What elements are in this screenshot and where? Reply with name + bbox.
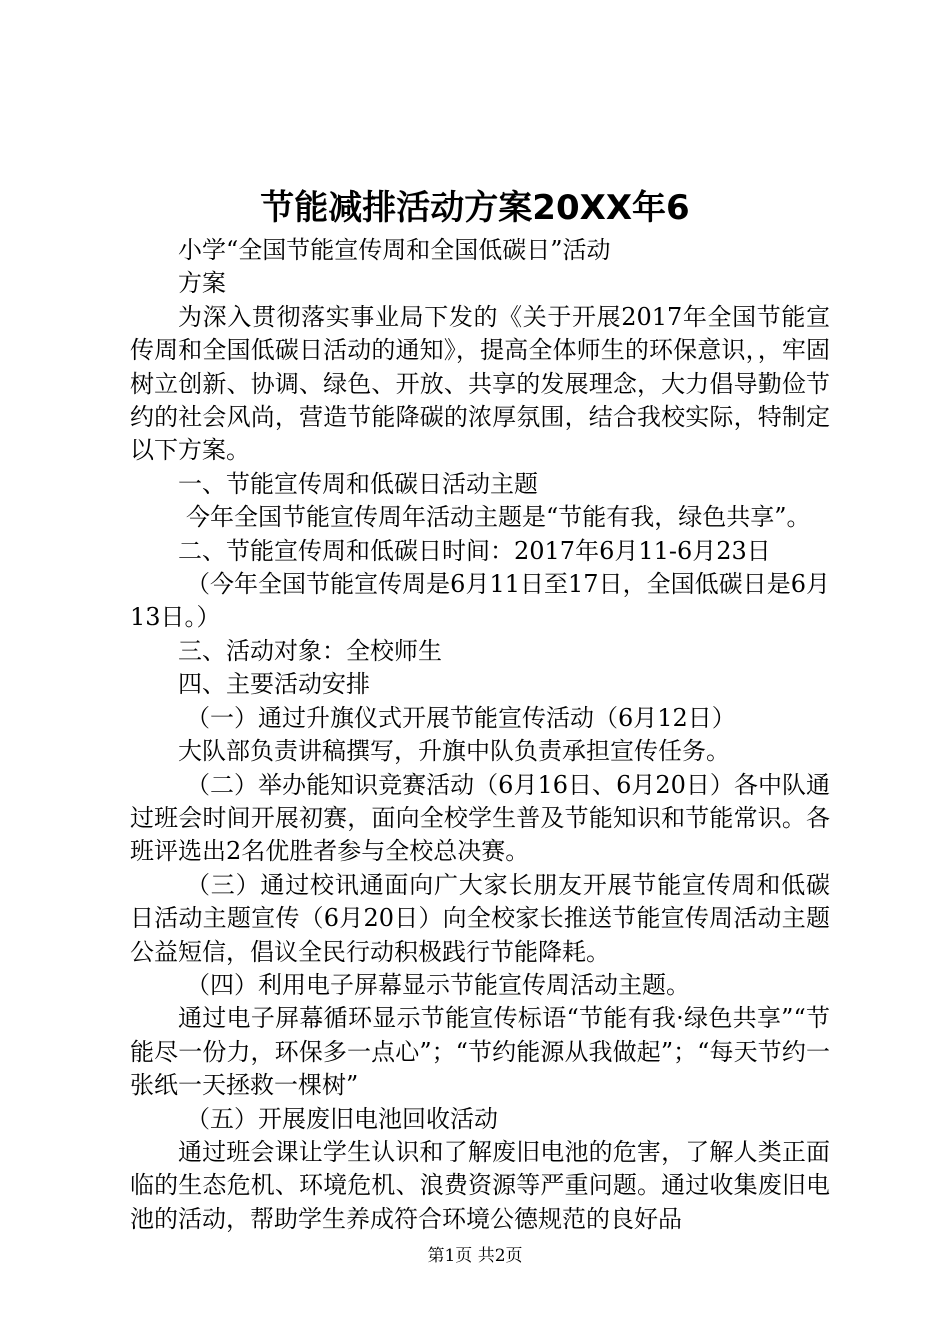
section-heading-1: 一、节能宣传周和低碳日活动主题	[178, 469, 538, 498]
activity-4-paragraph: 通过电子屏幕循环显示节能宣传标语“节能有我·绿色共享”“节能尽一份力，环保多一点心”；“节约能源从我做起”；“每天节约一张纸一天拯救一棵树”	[130, 1004, 830, 1100]
subtitle-line-1: 小学“全国节能宣传周和全国低碳日”活动	[178, 236, 611, 264]
activity-4-heading: （四）利用电子屏幕显示节能宣传周活动主题。	[186, 970, 690, 999]
document-body	[130, 234, 830, 1236]
theme-paragraph: 今年全国节能宣传周年活动主题是“节能有我，绿色共享”。	[186, 503, 811, 532]
activity-1-paragraph: 大队部负责讲稿撰写，升旗中队负责承担宣传任务。	[178, 737, 730, 766]
section-heading-3: 三、活动对象：全校师生	[178, 636, 442, 665]
activity-5-heading: （五）开展废旧电池回收活动	[186, 1104, 498, 1133]
activity-1-heading: （一）通过升旗仪式开展节能宣传活动（6月12日）	[186, 703, 736, 732]
activity-5-paragraph: 通过班会课让学生认识和了解废旧电池的危害，了解人类正面临的生态危机、环境危机、浪费资源等严重问题。通过收集废旧电池的活动，帮助学生养成符合环境公德规范的良好品	[130, 1137, 830, 1233]
section-heading-4: 四、主要活动安排	[178, 670, 370, 699]
page-footer: 第1页 共2页	[427, 1246, 523, 1266]
section-heading-2: 二、节能宣传周和低碳日时间：2017年6月11-6月23日	[178, 536, 771, 565]
document-title: 节能减排活动方案20XX年6	[260, 188, 690, 228]
subtitle-line-2: 方案	[178, 269, 226, 298]
intro-paragraph: 为深入贯彻落实事业局下发的《关于开展2017年全国节能宣传周和全国低碳日活动的通知》，提高全体师生的环保意识，，牢固树立创新、协调、绿色、开放、共享的发展理念，大力倡导勤俭节约的社会风尚，营造节能降碳的浓厚氛围，结合我校实际，特制定以下方案。	[130, 302, 830, 465]
time-note-paragraph: （今年全国节能宣传周是6月11日至17日，全国低碳日是6月13日。）	[130, 570, 830, 632]
activity-3-paragraph: （三）通过校讯通面向广大家长朋友开展节能宣传周和低碳日活动主题宣传（6月20日）向全校家长推送节能宣传周活动主题公益短信，倡议全民行动积极践行节能降耗。	[130, 870, 830, 966]
activity-2-paragraph: （二）举办能知识竞赛活动（6月16日、6月20日）各中队通过班会时间开展初赛，面向全校学生普及节能知识和节能常识。各班评选出2名优胜者参与全校总决赛。	[130, 770, 830, 866]
